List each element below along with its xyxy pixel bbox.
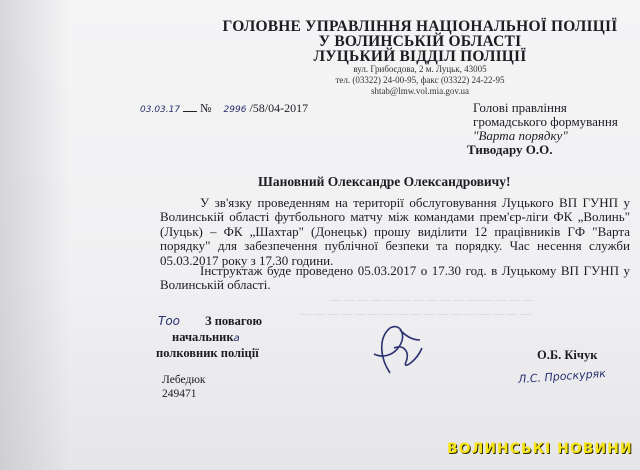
addressee-line-1: Голові правління [473,100,567,115]
signatory-name: О.Б. Кічук [537,348,598,362]
handwritten-suffix: а [233,333,240,344]
performer-name: Лебедюк [162,374,206,386]
addressee-block [467,100,618,157]
bleed-through-text-2: — — — — — — — — — — — — — — — — — [300,308,531,320]
body-paragraph-1: У зв'язку проведенням на території обслуговування Луцького ВП ГУНП у Волинській області футбольного матчу між командами прем'єр-ліги ФК „Волинь" (Луцьк) – ФК „Шахтар" (Донецьк) прошу виділити 12 працівників ГФ "Варта порядку" для забезпечення публічної безпеки та порядку. Час несення служби 05.03.2017 року з 17.30 години. [160,195,630,268]
registration-number-sign: № [200,101,212,115]
handwritten-name: Л.С. Проскуряк [517,366,607,387]
signature-title-1: начальника [172,330,240,344]
body-paragraph-2: Інструктаж буде проведено 05.03.2017 о 17.30 год. в Луцькому ВП ГУНП у Волинській області. [160,263,630,293]
performer-phone: 249471 [162,388,197,400]
performer-block [162,373,206,401]
header-line-1: ГОЛОВНЕ УПРАВЛІННЯ НАЦІОНАЛЬНОЇ ПОЛІЦІЇ [222,18,618,35]
header-phones: тел. (03322) 24-00-95, факс (03322) 24-22-95 [335,75,505,85]
registration-line [140,101,308,116]
signature-title-2: полковник поліції [156,346,259,360]
page-edge-shadow [0,0,70,470]
header-line-3: ЛУЦЬКИЙ ВІДДІЛ ПОЛІЦІЇ [313,48,527,65]
registration-number: 2996 [223,105,247,115]
salutation: Шановний Олександре Олександровичу! [258,174,511,189]
addressee-name: Тиводару О.О. [467,142,553,157]
header-email: shtab@lmw.vol.mia.gov.ua [370,86,470,96]
addressee-line-2: громадського формування [473,114,618,129]
header-address: вул. Грибоєдова, 2 м. Луцьк, 43005 [353,64,487,74]
handwritten-prefix: Тоо [158,314,181,328]
signature-scribble-icon [360,318,430,378]
news-watermark: ВОЛИНСЬКІ НОВИНИ [447,441,633,457]
header-line-2: У ВОЛИНСЬКІЙ ОБЛАСТІ [318,33,522,50]
signature-regards: З повагою [205,314,263,328]
addressee-line-3: "Варта порядку" [473,128,568,143]
registration-date: 03.03.17 [140,105,181,115]
bleed-through-text: — — — — — — — — — — — — — — — [330,294,534,306]
registration-suffix: /58/04-2017 [249,101,309,115]
